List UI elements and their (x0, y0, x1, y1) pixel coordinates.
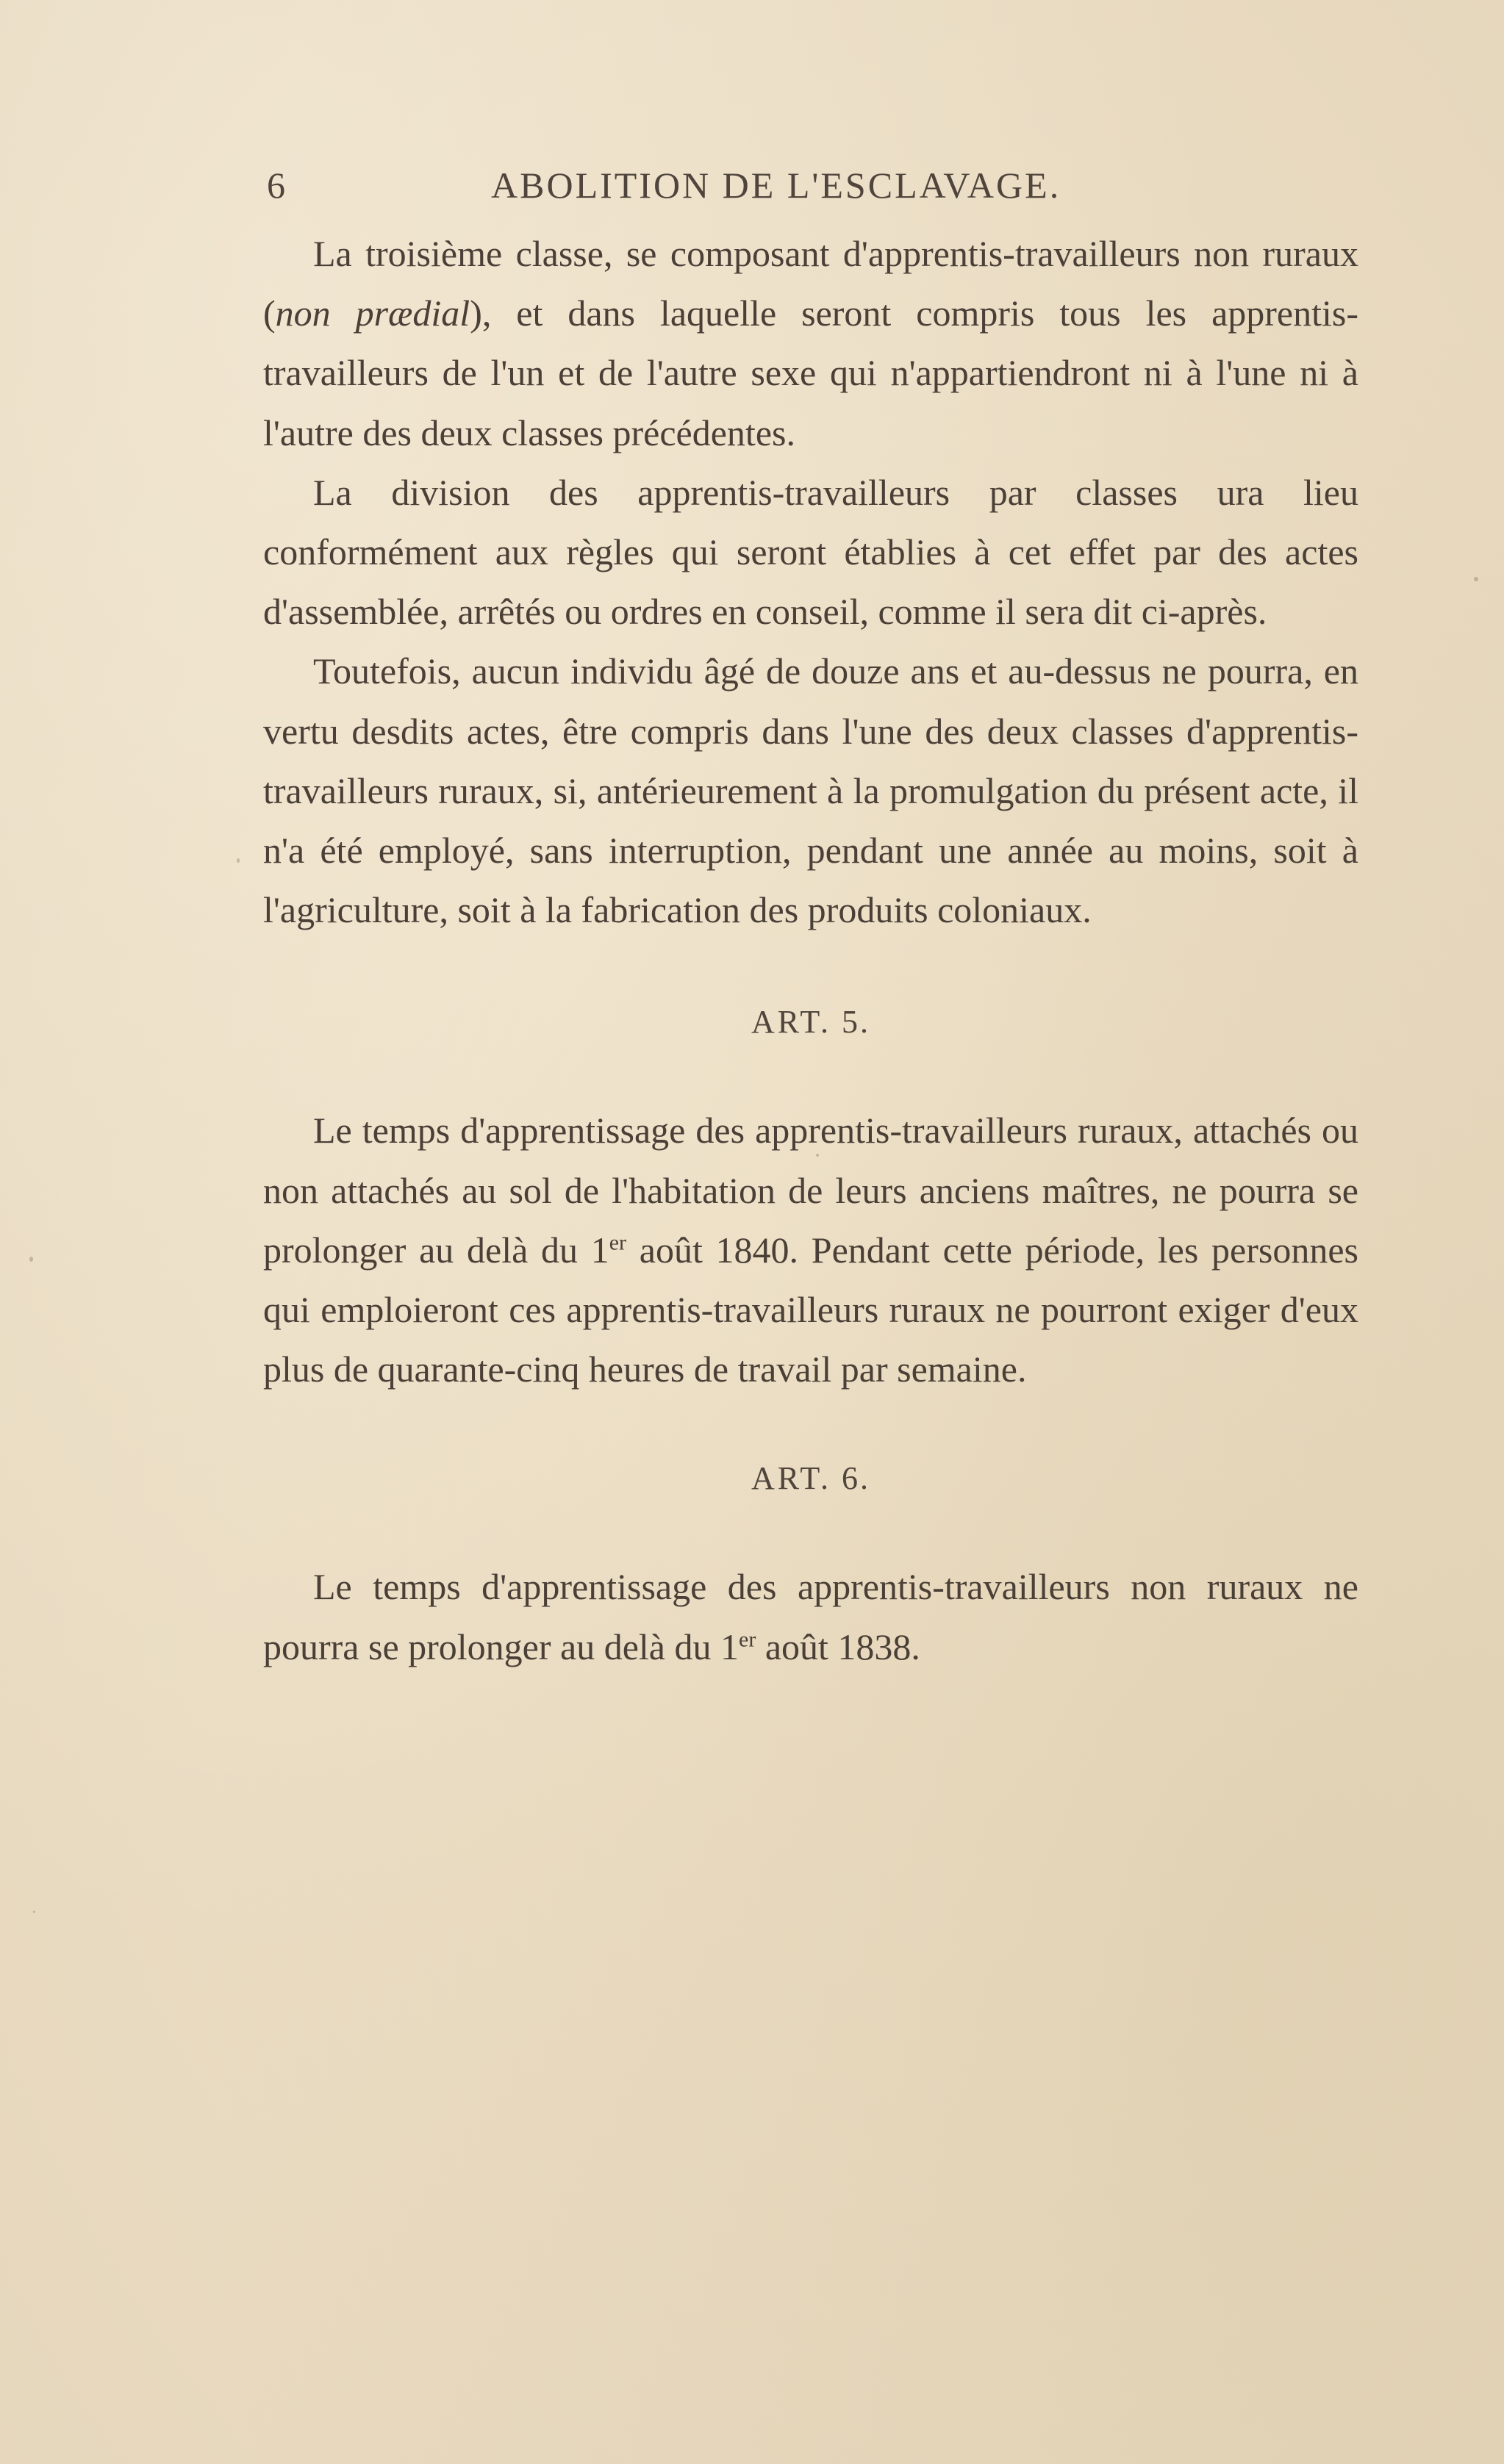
paper-speck (237, 858, 240, 863)
paper-speck (816, 1154, 819, 1157)
paragraph-text: Le temps d'apprentissage des apprentis-travailleurs ruraux, attachés ou non attachés au sol de l'habitation de leurs anciens maîtres, ne pourra se prolonger au delà du 1 (263, 1110, 1358, 1271)
article-number: 6. (842, 1460, 871, 1497)
ordinal-superscript: er (609, 1230, 627, 1255)
paragraph-text: Toutefois, aucun individu âgé de douze ans et au-dessus ne pourra, en vertu desdits actes, être compris dans l'une des deux classes d'apprentis-travailleurs ruraux, si, antérieurement à la promulgation du présent acte, il n'a été employé, sans interruption, pendant une année au moins, soit à l'agriculture, soit à la fabrication des produits coloniaux. (263, 650, 1358, 931)
paragraph-text: La troisième classe, se composant d'apprentis-travailleurs non ruraux ( (263, 233, 1358, 334)
running-head (263, 158, 1358, 224)
paper-speck (33, 1911, 35, 1913)
paper-speck (29, 1257, 33, 1262)
paragraph-division (263, 463, 1358, 642)
paragraph-text: Le temps d'apprentissage des apprentis-travailleurs non ruraux ne pourra se prolonger au delà du 1 (263, 1566, 1358, 1667)
paragraph-text: août 1840. Pendant cette période, les personnes qui emploieront ces apprentis-travailleurs ruraux ne pourront exiger d'eux plus de quarante-cinq heures de travail par semaine. (263, 1229, 1358, 1390)
article-6-heading (263, 1459, 1358, 1497)
italic-term: non prædial (275, 292, 470, 334)
paragraph-article-5 (263, 1101, 1358, 1399)
article-word: ART. (751, 1004, 832, 1041)
running-title: ABOLITION DE L'ESCLAVAGE. (491, 165, 1061, 206)
paragraph-toutefois (263, 642, 1358, 940)
article-word: ART. (751, 1460, 832, 1497)
paragraph-text: La division des apprentis-travailleurs par classes ura lieu conformément aux règles qui seront établies à cet effet par des actes d'assemblée, arrêtés ou ordres en conseil, comme il sera dit ci-après. (263, 471, 1358, 633)
article-5-heading (263, 1003, 1358, 1041)
article-number: 5. (842, 1004, 871, 1041)
paragraph-text: août 1838. (756, 1626, 920, 1667)
ordinal-superscript: er (739, 1627, 756, 1651)
paragraph-third-class (263, 224, 1358, 463)
paper-speck (1474, 577, 1478, 581)
paper-speck (917, 496, 920, 499)
page-number: 6 (267, 165, 287, 206)
book-page (263, 158, 1358, 1677)
paragraph-text: ), et dans laquelle seront compris tous les apprentis-travailleurs de l'un et de l'autre sexe qui n'appartiendront ni à l'une ni à l'autre des deux classes précédentes. (263, 292, 1359, 453)
paragraph-article-6 (263, 1557, 1358, 1676)
